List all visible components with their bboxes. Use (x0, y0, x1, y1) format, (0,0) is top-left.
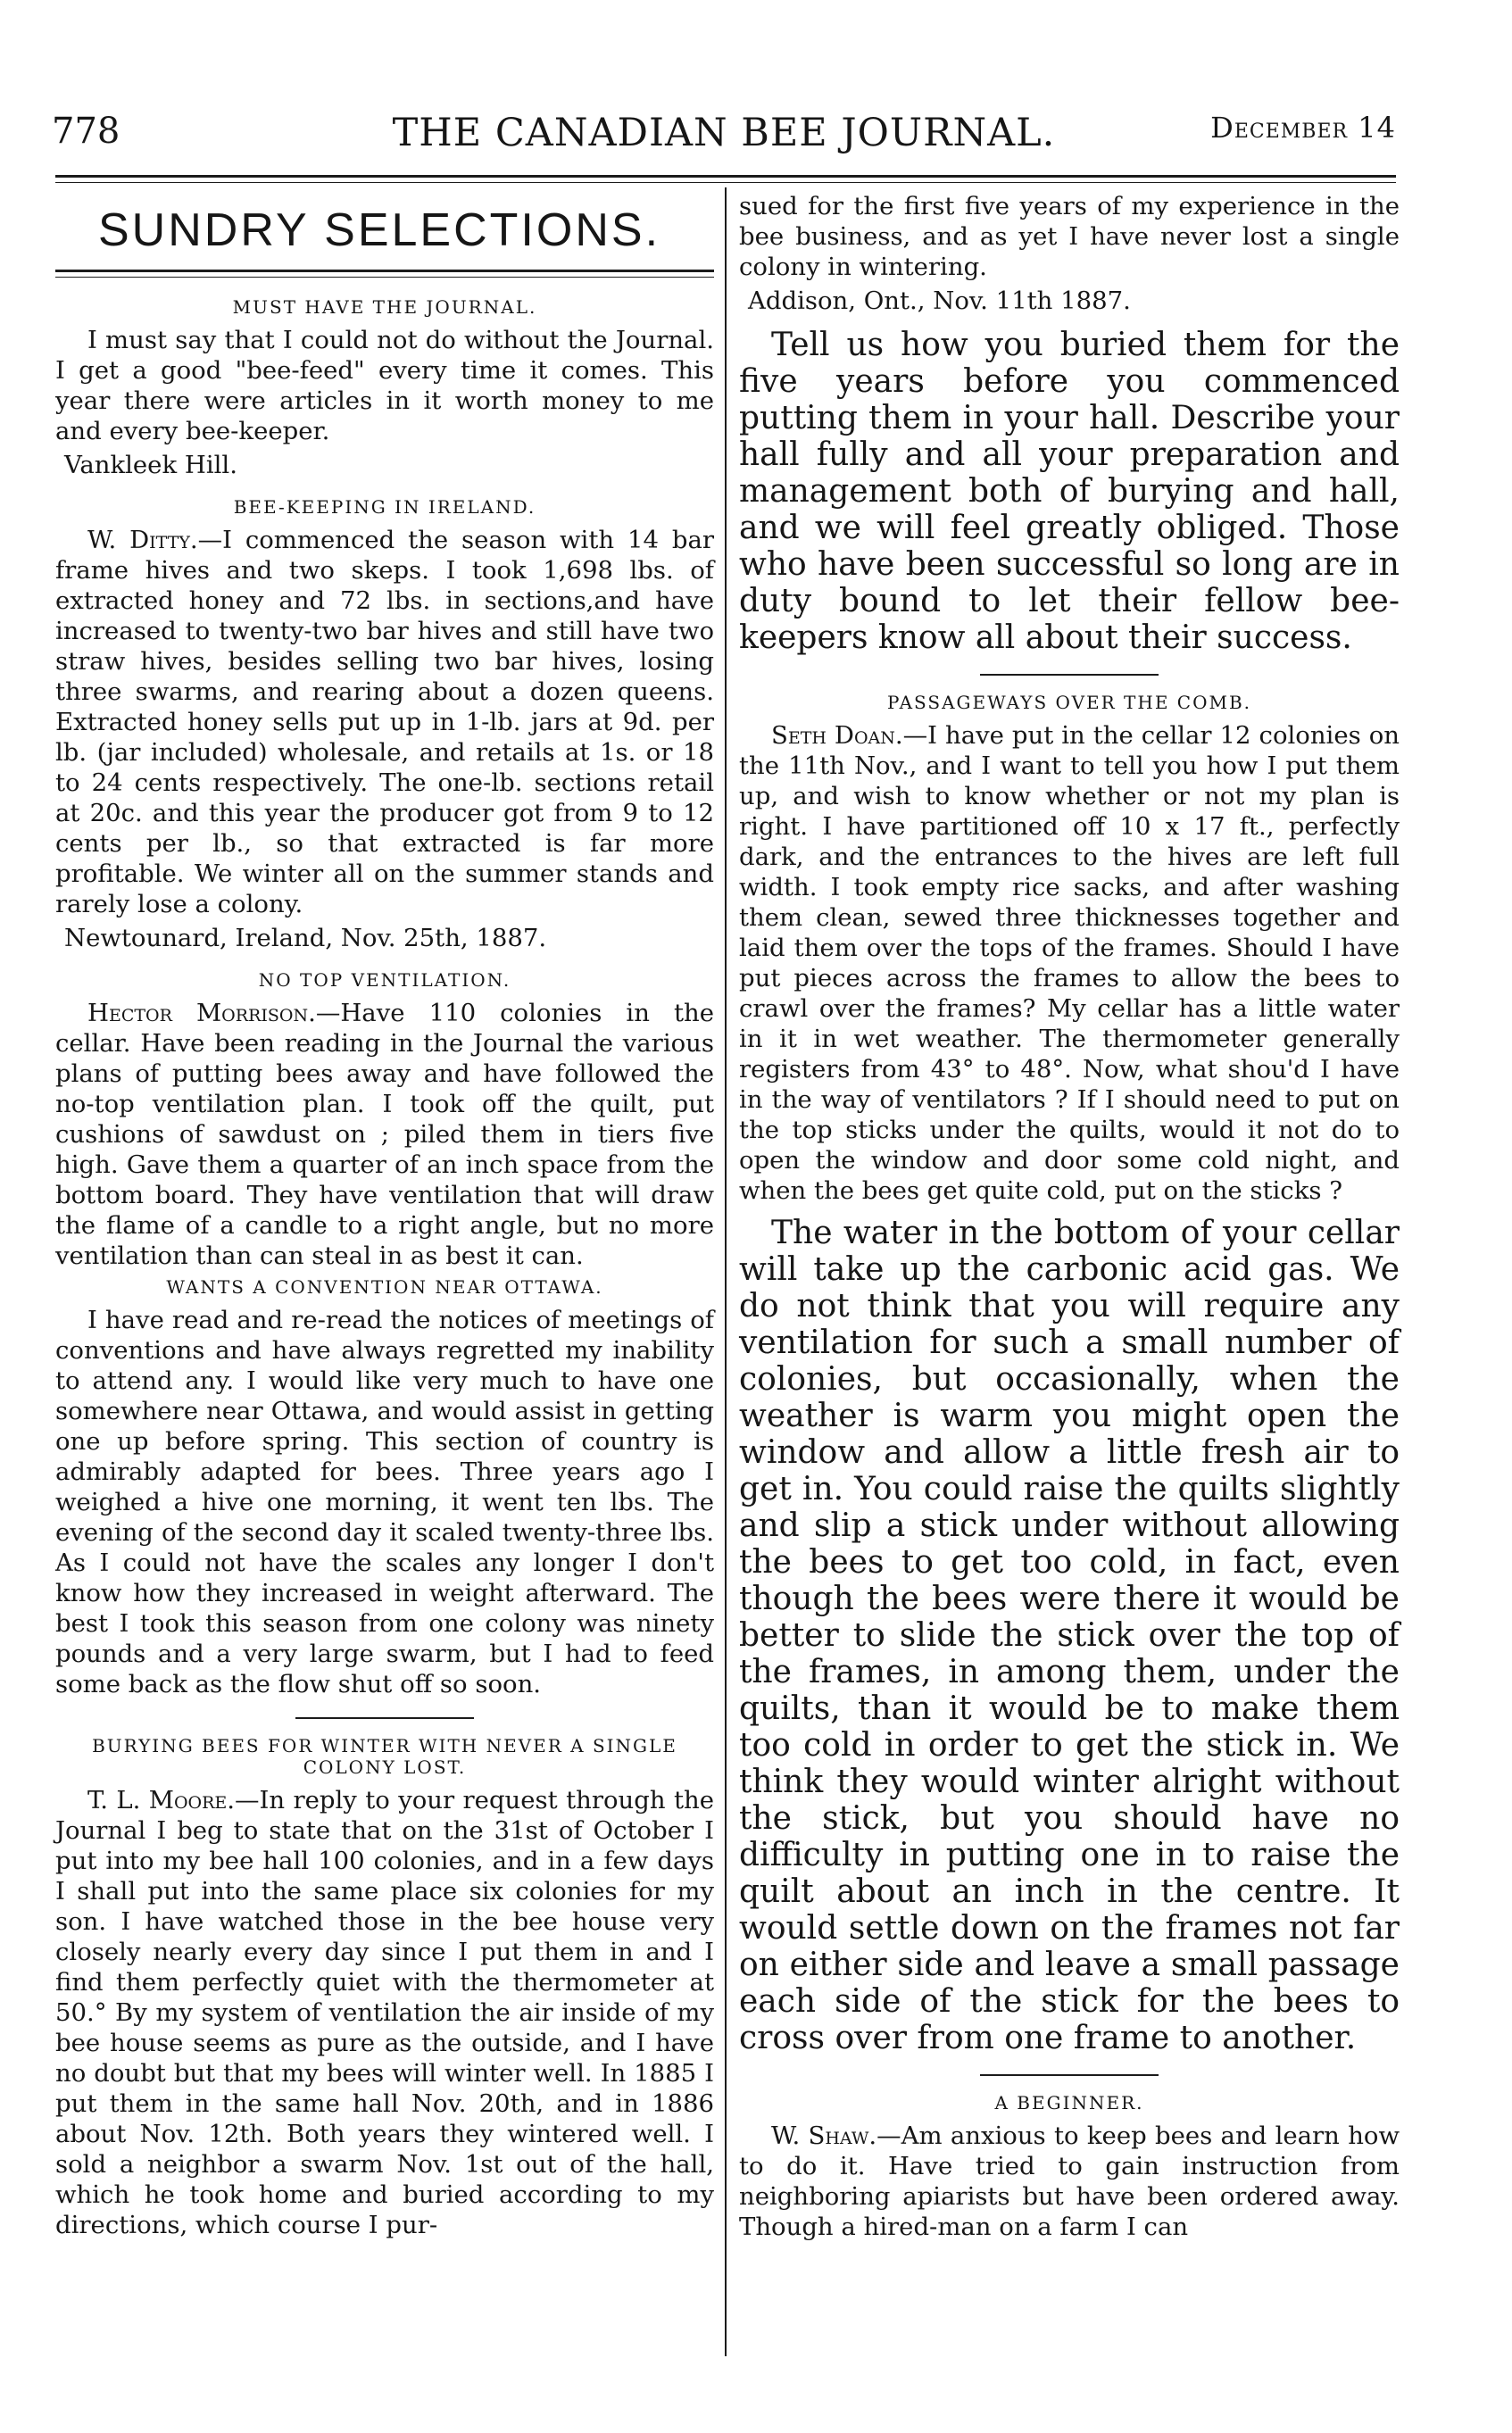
article-body: T. L. Moore.—In reply to your request through the Journal I beg to state that on the 31st of October I put into my bee hall 100 colonies, and in a few days I shall put into the same place six colonies for my son. I have watched those in the bee house very closely nearly every day since I put them in and I find them perfectly quiet with the thermometer at 50.° By my system of ventilation the air inside of my bee house seems as pure as the outside, and I have no doubt but that my bees will winter well. In 1885 I put them in the same hall Nov. 20th, and in 1886 about Nov. 12th. Both years they wintered well. I sold a neighbor a swarm Nov. 1st out of the hall, which he took home and buried according to my directions, which course I pur- (55, 1786, 714, 2239)
section-title: SUNDRY SELECTIONS. (98, 204, 661, 256)
article-body-continued: sued for the first five years of my experience in the bee business, and as yet I have never lost a single colony in wintering. (739, 192, 1400, 281)
article-author: Seth Doan. (771, 721, 903, 750)
article-burying-bees (55, 1735, 714, 2240)
journal-title: THE CANADIAN BEE JOURNAL. (392, 111, 1056, 155)
editor-reply (739, 327, 1400, 656)
article-passageways (739, 692, 1400, 1206)
running-head (52, 111, 1396, 164)
page-number: 778 (52, 111, 120, 152)
article-divider (980, 674, 1159, 676)
article-heading: PASSAGEWAYS OVER THE COMB. (886, 692, 1252, 713)
editor-reply (739, 1215, 1400, 2056)
article-a-beginner (739, 2092, 1400, 2242)
article-author: W. Shaw. (771, 2122, 877, 2150)
editor-reply-text: Tell us how you buried them for the five years before you commenced putting them in your hall. Describe your hall fully and all your preparation and management both of burying and hall, and we will feel greatly obliged. Those who have been successful so long are in duty bound to let their fellow bee-keepers know all about their success. (739, 327, 1400, 656)
section-banner (55, 191, 714, 280)
article-body: Seth Doan.—I have put in the cellar 12 colonies on the 11th Nov., and I want to tell you how I put them up, and wish to know whether or not my plan is right. I have partitioned off 10 x 17 ft., perfectly dark, and the entrances to the hives are left full width. I took empty rice sacks, and after washing them clean, sewed three thicknesses together and laid them over the tops of the frames. Should I have put pieces across the frames to allow the bees to crawl over the frames? My cellar has a little water in it in wet weather. The thermometer generally registers from 43° to 48°. Now, what shou'd I have in the way of ventilators ? If I should need to put on the top sticks under the quilts, would it not do to open the window and door some cold night, and when the bees get quite cold, put on the sticks ? (739, 721, 1400, 1205)
issue-date: December 14 (1210, 111, 1396, 145)
column-divider (725, 187, 727, 2356)
article-divider (295, 1717, 474, 1719)
article-body: I have read and re-read the notices of meetings of conventions and have always regretted my inability to attend any. I would like very much to have one somewhere near Ottawa, and would assist in getting one up before spring. This section of country is admirably adapted for bees. Three years ago I weighed a hive one morning, it went ten lbs. The evening of the second day it scaled twenty-three lbs. As I could not have the scales any longer I don't know how they increased in weight afterward. The best I took this season from one colony was ninety pounds and a very large swarm, but I had to feed some back as the flow shut off so soon. (55, 1306, 714, 1698)
article-must-have-journal (55, 296, 714, 480)
article-bee-keeping-ireland (55, 496, 714, 953)
left-column (55, 191, 714, 2240)
article-heading: MUST HAVE THE JOURNAL. (232, 296, 537, 318)
article-author: Hector Morrison. (87, 999, 316, 1027)
article-no-top-ventilation (55, 969, 714, 1271)
right-column (739, 191, 1400, 2242)
article-divider (980, 2074, 1159, 2076)
article-heading: A BEGINNER. (994, 2092, 1144, 2113)
section-rule-thin (55, 277, 714, 278)
header-rule (55, 175, 1396, 178)
article-author: T. L. Moore. (87, 1786, 236, 1814)
article-place: Newtounard, Ireland, Nov. 25th, 1887. (64, 924, 547, 952)
article-heading: BEE-KEEPING IN IRELAND. (233, 496, 536, 518)
article-heading: BURYING BEES FOR WINTER WITH NEVER A SINGLE COLONY LOST. (92, 1735, 677, 1778)
article-convention-ottawa (55, 1276, 714, 1699)
article-burying-bees-continued (739, 191, 1400, 316)
article-body: Hector Morrison.—Have 110 colonies in the cellar. Have been reading in the Journal the various plans of putting bees away and have followed the no-top ventilation plan. I took off the quilt, put cushions of sawdust on ; piled them in tiers five high. Gave them a quarter of an inch space from the bottom board. They have ventilation that will draw the flame of a candle to a right angle, but no more ventilation than can steal in as best it can. (55, 999, 715, 1270)
header-rule-thin (55, 182, 1396, 183)
section-rule (55, 270, 714, 272)
article-heading: NO TOP VENTILATION. (258, 969, 511, 991)
article-place: Addison, Ont., Nov. 11th 1887. (748, 286, 1131, 315)
article-body: I must say that I could not do without the Journal. I get a good "bee-feed" every time it comes. This year there were articles in it worth money to me and every bee-keeper. (55, 326, 714, 445)
article-place: Vankleek Hill. (64, 451, 237, 479)
article-heading: WANTS A CONVENTION NEAR OTTAWA. (166, 1276, 603, 1298)
article-body: W. Shaw.—Am anxious to keep bees and learn how to do it. Have tried to gain instruction from neighboring apiarists but have been ordered away. Though a hired-man on a farm I can (739, 2122, 1400, 2241)
editor-reply-text: The water in the bottom of your cellar will take up the carbonic acid gas. We do not think that you will require any ventilation for such a small number of colonies, but occasionally, when the weather is warm you might open the window and allow a little fresh air to get in. You could raise the quilts slightly and slip a stick under without allowing the bees to get too cold, in fact, even though the bees were there it would be better to slide the stick over the top of the frames, in among them, under the quilts, than it would be to make them too cold in order to get the stick in. We think they would winter alright without the stick, but you should have no difficulty in putting one in to raise the quilt about an inch in the centre. It would settle down on the frames not far on either side and leave a small passage each side of the stick for the bees to cross over from one frame to another. (739, 1215, 1400, 2056)
article-author: W. Ditty. (87, 526, 198, 554)
article-body: W. Ditty.—I commenced the season with 14 bar frame hives and two skeps. I took 1,698 lbs. of extracted honey and 72 lbs. in sections,and have increased to twenty-two bar hives and still have two straw hives, besides selling two bar hives, losing three swarms, and rearing about a dozen queens. Extracted honey sells put up in 1-lb. jars at 9d. per lb. (jar included) wholesale, and retails at 1s. or 18 to 24 cents respectively. The one-lb. sections retail at 20c. and this year the producer got from 9 to 12 cents per lb., so that extracted is far more profitable. We winter all on the summer stands and rarely lose a colony. (55, 526, 714, 918)
